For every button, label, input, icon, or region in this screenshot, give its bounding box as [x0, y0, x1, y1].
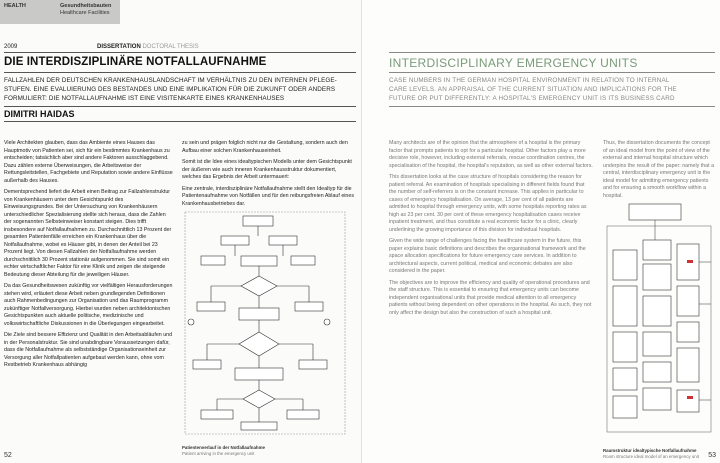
figure-caption: Patientenverlauf in der Notfallaufnahme Patient arriving in the emergency unit: [182, 445, 265, 456]
body-column-en-2: [603, 140, 715, 204]
divider: [4, 121, 356, 122]
flowchart-figure: [181, 210, 349, 442]
divider: [4, 72, 356, 73]
divider: [389, 52, 715, 53]
page-subtitle: FALLZAHLEN DER DEUTSCHEN KRANKENHAUSLANDSCHAFT IM VERHÄLTNIS ZU DEN INTERNEN PFLEGE-STUFEN. EINE EVALUIERUNG DES BESTANDES UND EINE IMPLIKATION FÜR DIE ZUKUNFT ODER ANDERS FORMULIERT: DIE NOTFALLAUFNAHME IST EINE VISITENKARTE EINES KRANKENHAUSES: [4, 77, 337, 102]
paragraph: Eine zentrale, interdisziplinäre Notfallaufnahme stellt den Idealtyp für die Patientenaufnahme von Notfällen und für den reibungsfreien Ablauf eines Krankenhausbetriebes dar.: [182, 185, 354, 207]
divider: [4, 106, 356, 107]
divider: [389, 72, 715, 73]
header-tab: [0, 0, 120, 24]
page-subtitle-en: CASE NUMBERS IN THE GERMAN HOSPITAL ENVIRONMENT IN RELATION TO INTERNAL CARE LEVELS. AN APPRAISAL OF THE CURRENT SITUATION AND IMPLICATIONS FOR THE FUTURE OR PUT DIFFERENTLY: A HOSPITAL'S EMERGENCY UNIT IS ITS BUSINESS CARD: [389, 77, 677, 102]
page-title-en: INTERDISCIPLINARY EMERGENCY UNITS: [389, 56, 638, 70]
page-title: DIE INTERDISZIPLINÄRE NOTFALLAUFNAHME: [4, 56, 267, 68]
paragraph: Given the wide range of challenges facing the healthcare system in the future, this paper explains basic definitions and describes the organisational framework and the space allocation specifications for future emergency care services. In addition to architectural aspects, current political, medical and economic debates are also considered in the paper.: [389, 238, 586, 274]
paragraph: Dementsprechend liefert die Arbeit einen Beitrag zur Fallzahlenstruktur von Krankenhäusern unter dem Gesichtspunkt des Einweisungsgrundes. Bei der Untersuchung von Krankenhäusern unterschiedlicher Spezialisierung stellte sich heraus, dass die Zahlen der sogenannten Selbsteinweiser konstant steigen. Dies trifft insbesondere auf Notfallaufnahmen zu. Durchschnittlich 13 Prozent der gesamten Patientenfälle erreichen ein Krankenhaus über die Notfallaufnahme, wobei es Häuser gibt, in denen der Anteil bei 23 Prozent liegt. Von diesen Fallzahlen der Notfallaufnahme werden durchschnittlich 30 Prozent stationär aufgenommen. Sie sind somit ein echter wirtschaftlicher Faktor für eine Klinik und zeigen die steigende Bedeutung dieser Abteilung für die jeweiligen Häuser.: [4, 189, 172, 278]
paragraph: Die Ziele sind bessere Effizienz und Qualität in den Arbeitsabläufen und in der Personalstruktur. Sie sind unabdingbare Voraussetzungen dafür, dass die Notfallaufnahme als selbstständige Organisationseinheit zur Versorgung aller Notfallpatienten aufgebaut werden kann, ohne vom Restbetrieb Krankenhaus abhängig: [4, 332, 173, 368]
divider: [389, 106, 715, 107]
body-column-1: [4, 140, 174, 374]
right-page: [362, 0, 720, 463]
paragraph: The objectives are to improve the efficiency and quality of operational procedures and the staff structure. This is essential to ensuring that emergency units can become independent organisational units that provide medical attention to all emergency patients without being dependent on other operations in the hospital. As such, they not only affect the design but also the construction of such a hospital unit.: [389, 279, 592, 316]
paragraph: zu sein und prägen folglich nicht nur die Gestaltung, sondern auch den Aufbau einer solchen Krankenhauseinheit.: [182, 140, 348, 154]
author-name: DIMITRI HAIDAS: [4, 109, 75, 119]
body-column-2: [182, 140, 354, 212]
body-column-en-1: [389, 140, 593, 321]
paragraph: Somit ist die Idee eines idealtypischen Modells unter dem Gesichtspunkt der äußeren wie auch inneren Krankenhausstruktur dokumentiert, welches das Ergebnis der Arbeit untermauert:: [182, 159, 352, 180]
page-number-right: 53: [708, 452, 716, 459]
floorplan-figure: [603, 200, 715, 452]
document-kind: DISSERTATION DOCTORAL THESIS: [97, 44, 199, 50]
figure-caption-right: Raumstruktur idealtypische Notfallaufnahme Room structure ideal model of an emergency unit: [603, 448, 699, 459]
divider: [4, 52, 356, 53]
paragraph: This dissertation looks at the case structure of hospitals considering the reason for patient referral. An examination of hospitals specialising in different fields found that the number of self-referrers is on the constant increase. This applies in particular to cases of emergency hospitalisation. On average, 13 per cent of all patients are admitted to hospital through emergency units, with some hospitals reporting rates as high as 23 per cent. 30 per cent of these emergency hospitalisation cases receive inpatient treatment, and thus constitute a real economic factor for a clinic, clearly underlining the growing importance of this division for individual hospitals.: [389, 174, 587, 233]
page-number: 52: [4, 452, 12, 459]
year: 2009: [4, 44, 18, 50]
section-label: HEALTH: [4, 3, 26, 9]
paragraph: Thus, the dissertation documents the concept of an ideal model from the point of view of the external and internal hospital structure which underpins the result of the paper: namely that a central, interdisciplinary emergency unit is the ideal model for admitting emergency patients and for ensuring a smooth workflow within a hospital.: [603, 140, 715, 199]
paragraph: Many architects are of the opinion that the atmosphere of a hospital is the primary factor that prompts patients to opt for a particular hospital. Other factors play a more decisive role, however, including external referrals, rescue coordination centres, the specialisation of the hospital, the hospital's reputation, as well as other external factors.: [389, 140, 593, 169]
paragraph: Da das Gesundheitswesen zukünftig vor vielfältigen Herausforderungen stehen wird, erläutert diese Arbeit neben grundlegenden Definitionen auch Rahmenbedingungen zur Organisation und das Raumprogramm zukünftiger Notfallversorgung. Hierbei wurden neben architektonischen Gesichtspunkten auch aktuelle politische, medizinische und volkswirtschaftliche Diskussionen in die Überlegungen eingearbeitet.: [4, 283, 173, 327]
paragraph: Viele Architekten glauben, dass das Ambiente eines Hauses das Hauptmotiv von Patienten sei, sich für ein bestimmtes Krankenhaus zu entscheiden; tatsächlich aber sind andere Faktoren ausschlaggebend. Dazu zählen externe Überweisungen, die Arbeitsweise der Rettungsleitstellen, Fachgebiete und Reputation sowie andere Einflüsse außerhalb des Hauses.: [4, 140, 173, 184]
category-label: Gesundheitsbauten Healthcare Facilities: [60, 3, 112, 16]
